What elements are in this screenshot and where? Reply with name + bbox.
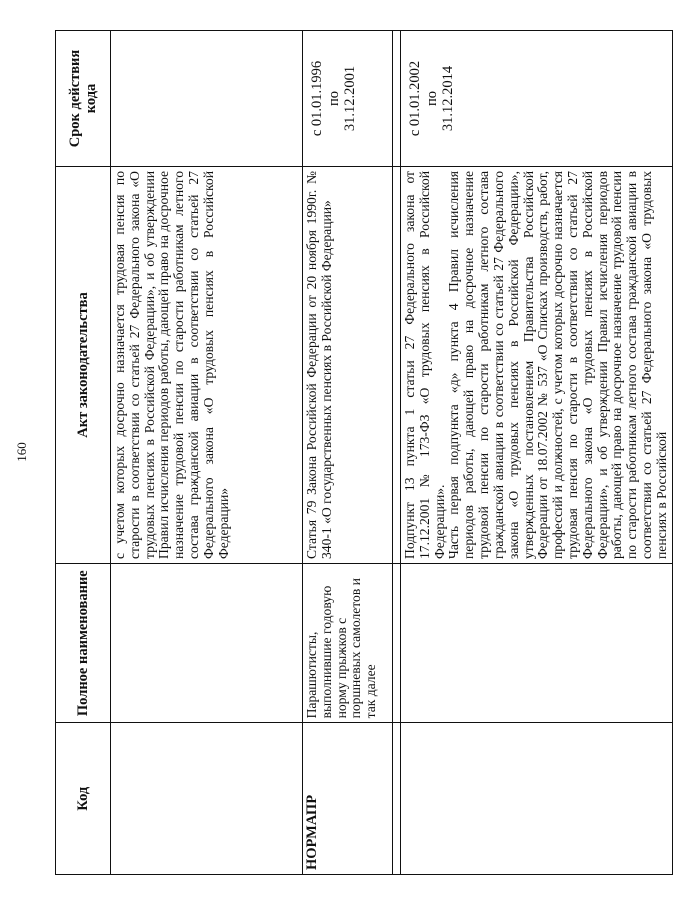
header-period: Срок действия кода <box>56 31 111 167</box>
header-act: Акт законодательства <box>56 167 111 564</box>
header-code: Код <box>56 723 111 875</box>
table-row <box>111 31 303 875</box>
separator-row <box>393 31 401 875</box>
row-period <box>303 31 393 167</box>
header-name: Полное наименование <box>56 563 111 722</box>
row-name <box>111 563 303 722</box>
period-to: 31.12.2014 <box>440 65 457 132</box>
header-row <box>56 31 111 875</box>
rotated-table-container <box>55 30 669 875</box>
row-code <box>111 723 303 875</box>
row-code: НОРМАПР <box>303 723 393 875</box>
legislation-table <box>55 30 673 875</box>
row-period <box>111 31 303 167</box>
period-to: 31.12.2001 <box>342 65 359 132</box>
row-name <box>401 563 673 722</box>
period-from: с 01.01.2002 <box>407 60 423 137</box>
row-act: с учетом которых досрочно назначается трудовая пенсия по старости в соответствии со статьей 27 Федерального закона «О трудовых пенсиях в Российской Федерации», и об утверждении Правил исчисления периодов работы, дающей право на досрочное назначение трудовой пенсии по старости работникам летного состава гражданской авиации в соответствии со статьей 27 Федерального закона «О трудовых пенсиях в Российской Федерации» <box>111 167 303 564</box>
period-to-label: по <box>423 91 440 107</box>
row-period <box>401 31 673 167</box>
period-from: с 01.01.1996 <box>309 60 325 137</box>
page-number: 160 <box>14 442 29 462</box>
period-to-label: по <box>325 91 342 107</box>
table-row <box>303 31 393 875</box>
table-row <box>401 31 673 875</box>
row-name: Парашютисты, выполнившие годовую норму прыжков с поршневых самолетов и так далее <box>303 563 393 722</box>
row-act: Подпункт 13 пункта 1 статьи 27 Федерального закона от 17.12.2001 № 173-ФЗ «О трудовых пенсиях в Российской Федерации». Часть первая подпункта «д» пункта 4 Правил исчисления периодов работы, дающей право на досрочное назначение трудовой пенсии по старости работникам летного состава гражданской авиации в соответствии со статьей 27 Федерального закона «О трудовых пенсиях в Российской Федерации», утвержденных постановлением Правительства Российской Федерации от 18.07.2002 № 537 «О Списках производств, работ, профессий и должностей, с учетом которых досрочно назначается трудовая пенсия по старости в соответствии со статьей 27 Федерального закона «О трудовых пенсиях в Российской Федерации», и об утверждении Правил исчисления периодов работы, дающей право на досрочное назначение трудовой пенсии по старости работникам летного состава гражданской авиации в соответствии со статьей 27 Федерального закона «О трудовых пенсиях в Российской <box>401 167 673 564</box>
row-code <box>401 723 673 875</box>
row-act: Статья 79 Закона Российской Федерации от 20 ноября 1990г. № 340-1 «О государственных пенсиях в Российской Федерации» <box>303 167 393 564</box>
